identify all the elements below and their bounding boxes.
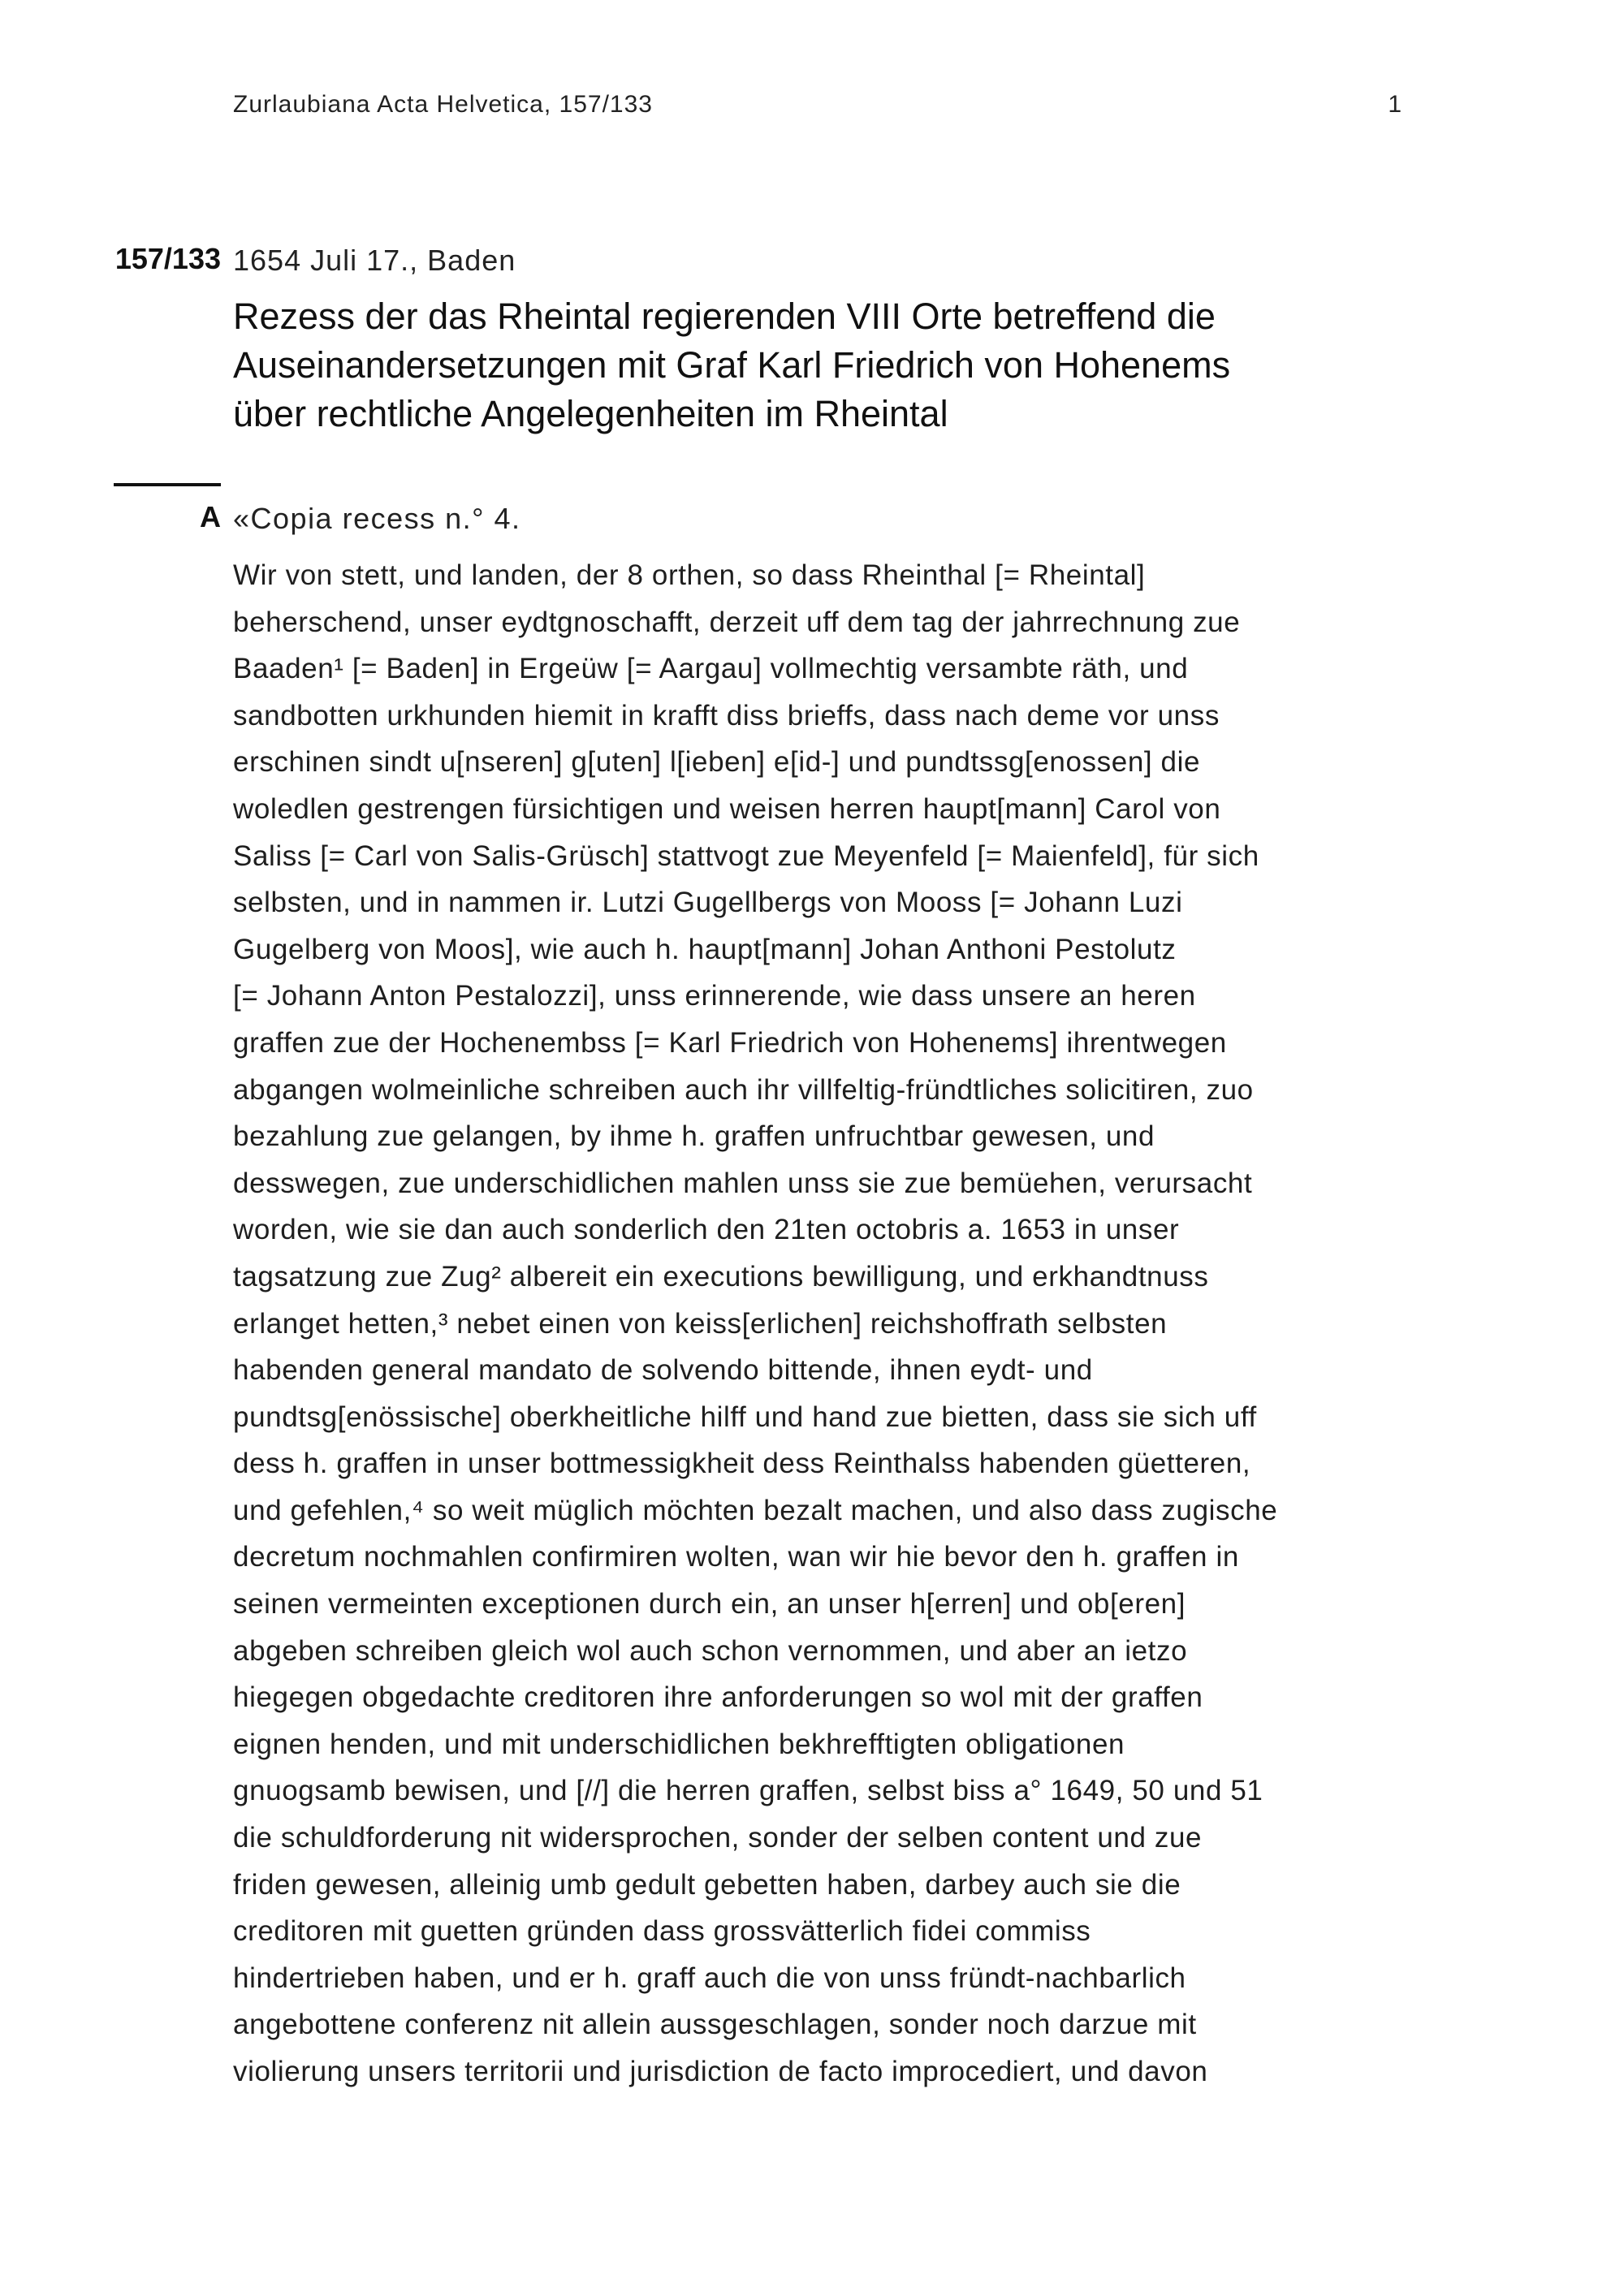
body-line: und gefehlen,⁴ so weit müglich möchten bezalt machen, und also dass zugische: [233, 1494, 1278, 1526]
document-number: 157/133: [114, 242, 221, 275]
copia-heading: «Copia recess n.° 4.: [233, 502, 521, 535]
body-line: graffen zue der Hochenembss [= Karl Friedrich von Hohenems] ihrentwegen: [233, 1026, 1227, 1059]
body-line: pundtsg[enössische] oberkheitliche hilff und hand zue bietten, dass sie sich uff: [233, 1400, 1257, 1433]
body-line: erlanget hetten,³ nebet einen von keiss[erlichen] reichshoffrath selbsten: [233, 1307, 1168, 1340]
title-line: über rechtliche Angelegenheiten im Rheintal: [233, 393, 948, 434]
body-line: beherschend, unser eydtgnoschafft, derzeit uff dem tag der jahrrechnung zue: [233, 606, 1241, 638]
witness-divider: [114, 483, 221, 486]
running-head: [233, 91, 1402, 132]
body-line: violierung unsers territorii und jurisdiction de facto improcediert, und davon: [233, 2056, 1208, 2087]
body-line: Gugelberg von Moos], wie auch h. haupt[mann] Johan Anthoni Pestolutz: [233, 933, 1177, 965]
body-line: eignen henden, und mit underschidlichen bekhrefftigten obligationen: [233, 1728, 1125, 1760]
body-line: tagsatzung zue Zug² albereit ein executions bewilligung, und erkhandtnuss: [233, 1260, 1209, 1293]
body-line: hiegegen obgedachte creditoren ihre anforderungen so wol mit der graffen: [233, 1681, 1203, 1714]
body-line: decretum nochmahlen confirmiren wolten, wan wir hie bevor den h. graffen in: [233, 1541, 1239, 1573]
body-line: angebottene conferenz nit allein aussgeschlagen, sonder noch darzue mit: [233, 2009, 1197, 2041]
date-place: 1654 Juli 17., Baden: [233, 244, 516, 277]
body-line: sandbotten urkhunden hiemit in krafft diss brieffs, dass nach deme vor unss: [233, 699, 1220, 732]
body-line: erschinen sindt u[nseren] g[uten] l[ieben] e[id-] und pundtssg[enossen] die: [233, 746, 1201, 779]
body-line: die schuldforderung nit widersprochen, sonder der selben content und zue: [233, 1822, 1203, 1854]
title-line: Auseinandersetzungen mit Graf Karl Friedrich von Hohenems: [233, 344, 1231, 386]
body-line: selbsten, und in nammen ir. Lutzi Gugellbergs von Mooss [= Johann Luzi: [233, 887, 1183, 919]
page-number: 1: [1388, 91, 1402, 118]
title-line: Rezess der das Rheintal regierenden VIII Orte betreffend die: [233, 296, 1216, 337]
body-line: seinen vermeinten exceptionen durch ein, an unser h[erren] und ob[eren]: [233, 1588, 1186, 1621]
body-line: abgeben schreiben gleich wol auch schon vernommen, und aber an ietzo: [233, 1634, 1188, 1667]
body-line: worden, wie sie dan auch sonderlich den 21ten octobris a. 1653 in unser: [233, 1214, 1180, 1246]
running-title: Zurlaubiana Acta Helvetica, 157/133: [233, 91, 653, 118]
body-line: Saliss [= Carl von Salis-Grüsch] stattvogt zue Meyenfeld [= Maienfeld], für sich: [233, 839, 1259, 872]
body-line: Wir von stett, und landen, der 8 orthen, so dass Rheinthal [= Rheintal]: [233, 559, 1146, 591]
transcription-body: [233, 552, 1419, 2095]
document-title: [233, 292, 1402, 438]
body-line: Baaden¹ [= Baden] in Ergeüw [= Aargau] vollmechtig versambte räth, und: [233, 653, 1189, 685]
body-line: hindertrieben haben, und er h. graff auch die von unss fründt-nachbarlich: [233, 1962, 1186, 1994]
body-line: desswegen, zue underschidlichen mahlen unss sie zue bemüehen, verursacht: [233, 1167, 1253, 1199]
body-line: creditoren mit guetten gründen dass grossvätterlich fidei commiss: [233, 1915, 1091, 1948]
body-line: friden gewesen, alleinig umb gedult gebetten haben, darbey auch sie die: [233, 1868, 1181, 1901]
body-line: bezahlung zue gelangen, by ihme h. graffen unfruchtbar gewesen, und: [233, 1120, 1155, 1153]
body-line: gnuogsamb bewisen, und [//] die herren graffen, selbst biss a° 1649, 50 und 51: [233, 1775, 1263, 1807]
witness-label: A: [200, 500, 221, 533]
body-line: woledlen gestrengen fürsichtigen und weisen herren haupt[mann] Carol von: [233, 792, 1221, 825]
body-line: habenden general mandato de solvendo bittende, ihnen eydt- und: [233, 1354, 1093, 1387]
body-line: abgangen wolmeinliche schreiben auch ihr villfeltig-fründtliches solicitiren, zuo: [233, 1073, 1254, 1106]
body-line: dess h. graffen in unser bottmessigkheit dess Reinthalss habenden güetteren,: [233, 1448, 1251, 1480]
body-line: [= Johann Anton Pestalozzi], unss erinnerende, wie dass unsere an heren: [233, 980, 1196, 1012]
